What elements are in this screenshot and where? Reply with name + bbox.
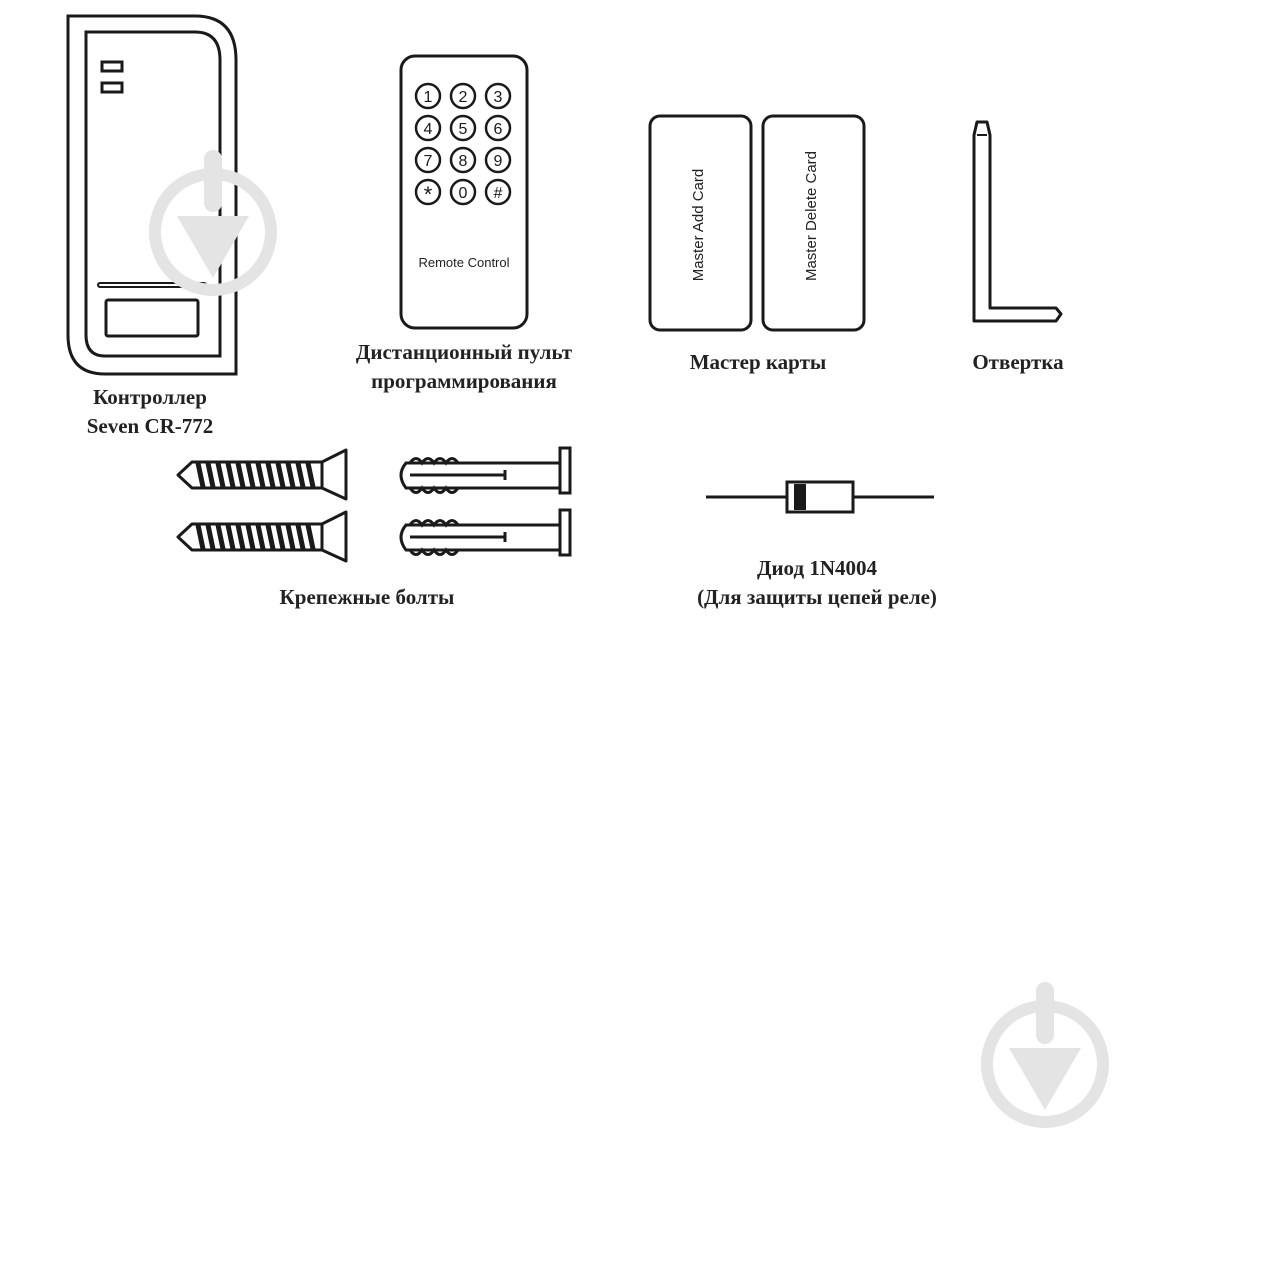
diode-1n4004 bbox=[706, 482, 934, 512]
diode-caption bbox=[667, 554, 967, 612]
remote-key bbox=[486, 180, 510, 204]
screw-bottom bbox=[178, 512, 346, 561]
screwdriver-caption: Отвертка bbox=[972, 350, 1064, 374]
remote-key bbox=[451, 116, 475, 140]
controller-caption-line2: Seven CR-772 bbox=[86, 414, 214, 438]
remote-key-label: 1 bbox=[423, 89, 433, 106]
master-card-add bbox=[650, 116, 751, 330]
remote-key bbox=[416, 116, 440, 140]
remote-key bbox=[486, 116, 510, 140]
master-card-add-label: Master Add Card bbox=[690, 168, 707, 282]
remote-key-label: 9 bbox=[493, 153, 503, 170]
remote-caption-line2: программирования bbox=[371, 369, 557, 393]
remote-key bbox=[486, 84, 510, 108]
remote-key-label: 0 bbox=[458, 185, 468, 202]
remote-key-label: * bbox=[423, 182, 433, 207]
remote-key-label: 4 bbox=[423, 121, 433, 138]
remote-key bbox=[416, 84, 440, 108]
wall-plug-bottom bbox=[401, 510, 570, 555]
card-reader-window bbox=[106, 300, 198, 336]
led-indicator-bottom bbox=[102, 83, 122, 92]
remote-label: Remote Control bbox=[418, 255, 510, 270]
bolts-caption: Крепежные болты bbox=[279, 585, 455, 609]
diode-caption-line1: Диод 1N4004 bbox=[757, 556, 877, 580]
remote-key-label: 3 bbox=[493, 89, 503, 106]
screwdriver bbox=[974, 122, 1061, 321]
remote-key-label: 5 bbox=[458, 121, 468, 138]
remote-key bbox=[451, 84, 475, 108]
master-card-delete bbox=[763, 116, 864, 330]
remote-caption-line1: Дистанционный пульт bbox=[355, 340, 573, 364]
wall-plug-top bbox=[401, 448, 570, 493]
led-indicator-top bbox=[102, 62, 122, 71]
remote-key-label: # bbox=[493, 185, 503, 202]
remote-key-label: 6 bbox=[493, 121, 503, 138]
remote-key-label: 7 bbox=[423, 153, 433, 170]
remote-key bbox=[486, 148, 510, 172]
controller-caption bbox=[50, 383, 250, 441]
download-arrow-icon bbox=[987, 982, 1103, 1122]
controller-caption-line1: Контроллер bbox=[93, 385, 207, 409]
remote-key-label: 2 bbox=[458, 89, 468, 106]
screw-top bbox=[178, 450, 346, 499]
diode-cathode-band bbox=[794, 484, 806, 510]
remote-key bbox=[451, 180, 475, 204]
remote-key bbox=[451, 148, 475, 172]
remote-key bbox=[416, 148, 440, 172]
diode-caption-line2: (Для защиты цепей реле) bbox=[697, 585, 937, 609]
master-cards-caption: Мастер карты bbox=[689, 350, 827, 374]
master-card-delete-label: Master Delete Card bbox=[803, 150, 820, 282]
remote-control bbox=[401, 56, 527, 328]
mounting-bolts bbox=[178, 448, 570, 561]
remote-caption bbox=[322, 338, 606, 396]
remote-key-label: 8 bbox=[458, 153, 468, 170]
